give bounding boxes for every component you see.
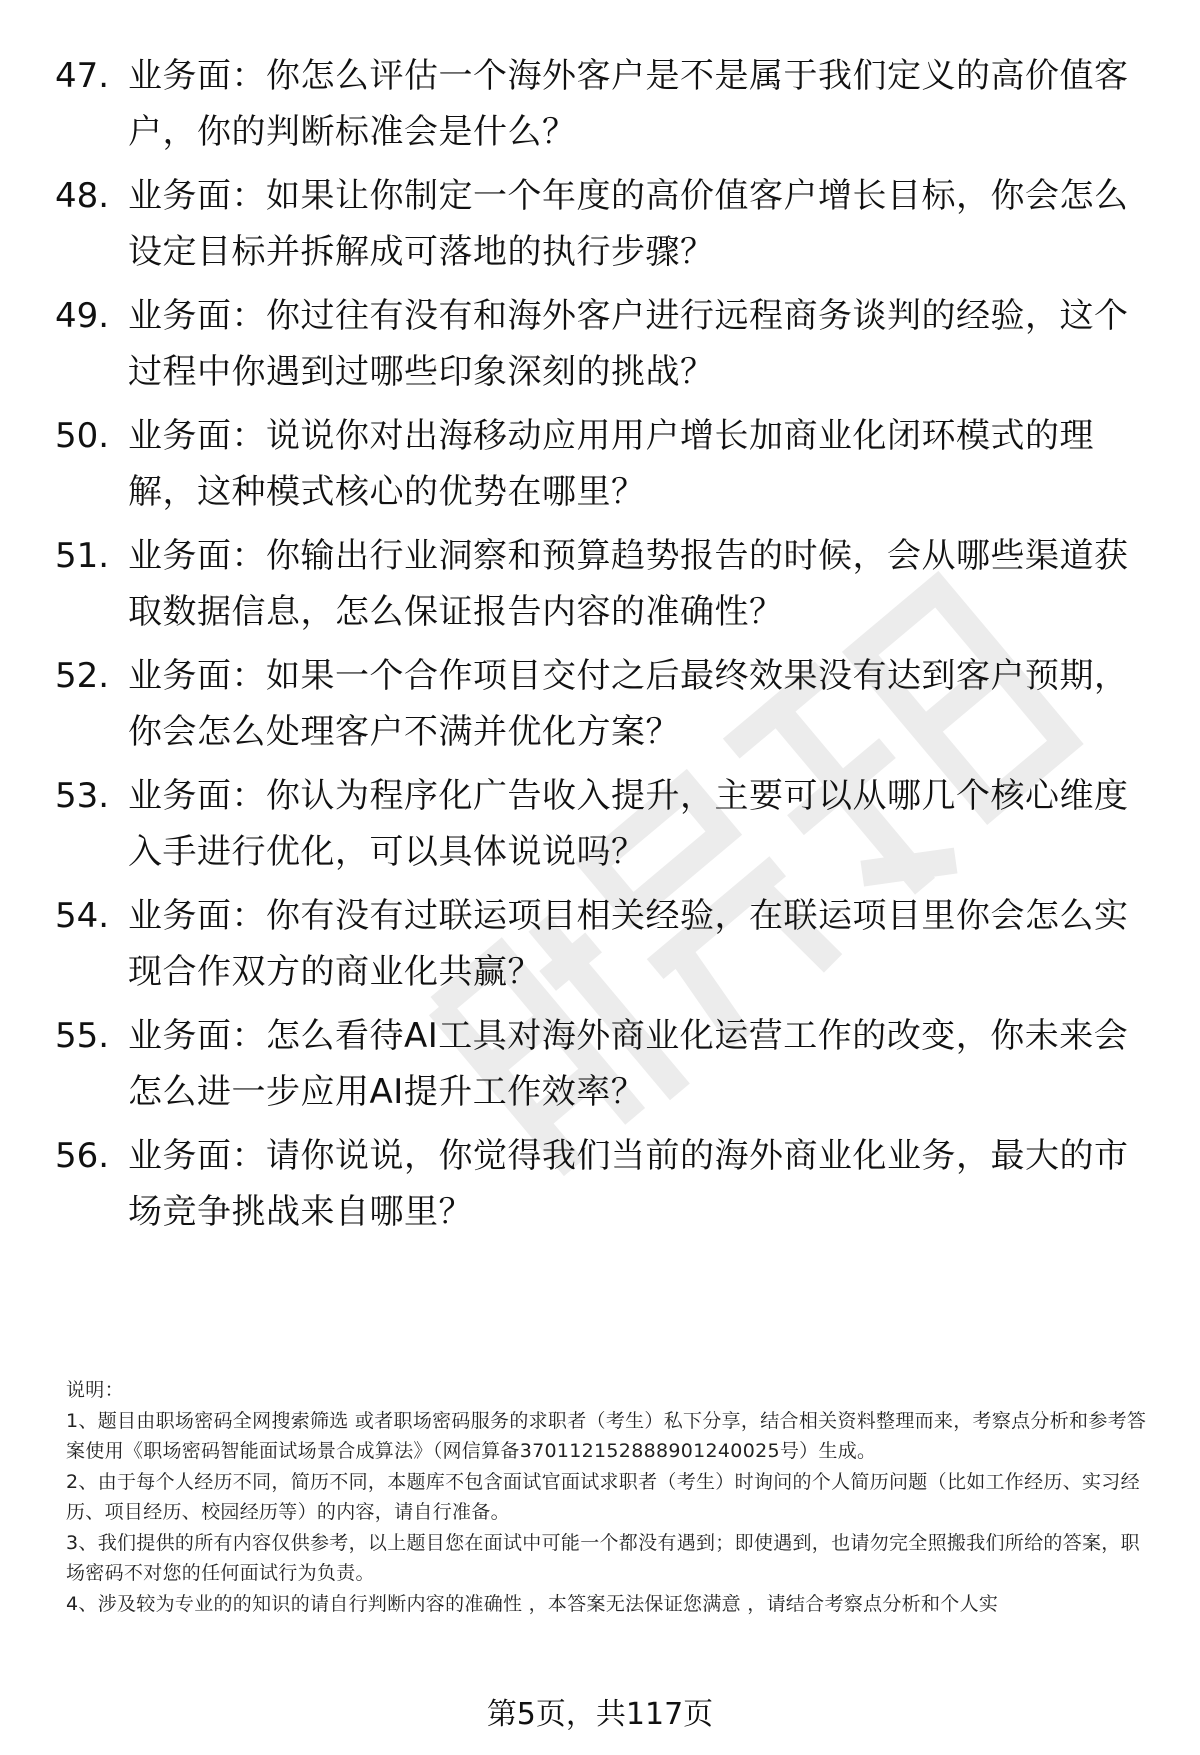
question-item [0, 768, 1200, 888]
question-text: 业务面：怎么看待AI工具对海外商业化运营工作的改变，你未来会怎么进一步应用AI提升工作效率？ [128, 1016, 1129, 1112]
notes-section [66, 1375, 1156, 1619]
question-item [0, 1128, 1200, 1248]
question-text: 业务面：如果一个合作项目交付之后最终效果没有达到客户预期，你会怎么处理客户不满并优化方案？ [128, 656, 1129, 752]
note-item: 3、我们提供的所有内容仅供参考，以上题目您在面试中可能一个都没有遇到；即使遇到，也请勿完全照搬我们所给的答案，职场密码不对您的任何面试行为负责。 [66, 1531, 1140, 1584]
question-number: 55. [55, 1016, 110, 1056]
question-number: 56. [55, 1136, 110, 1176]
question-item [0, 888, 1200, 1008]
note-item: 4、涉及较为专业的的知识的请自行判断内容的准确性 ，本答案无法保证您满意 ，请结合考察点分析和个人实 [66, 1592, 999, 1615]
question-text: 业务面：你输出行业洞察和预算趋势报告的时候，会从哪些渠道获取数据信息，怎么保证报告内容的准确性？ [128, 536, 1129, 632]
question-item [0, 528, 1200, 648]
question-text: 业务面：说说你对出海移动应用用户增长加商业化闭环模式的理解，这种模式核心的优势在哪里？ [128, 416, 1094, 512]
question-item [0, 1008, 1200, 1128]
question-text: 业务面：你过往有没有和海外客户进行远程商务谈判的经验，这个过程中你遇到过哪些印象深刻的挑战？ [128, 296, 1129, 392]
page-footer [0, 1693, 1200, 1737]
notes-heading: 说明： [66, 1379, 124, 1401]
question-text: 业务面：你认为程序化广告收入提升，主要可以从哪几个核心维度入手进行优化，可以具体说说吗？ [128, 776, 1129, 872]
question-number: 48. [55, 176, 110, 216]
question-number: 51. [55, 536, 110, 576]
question-item [0, 48, 1200, 168]
question-text: 业务面：如果让你制定一个年度的高价值客户增长目标，你会怎么设定目标并拆解成可落地的执行步骤？ [128, 176, 1129, 272]
question-number: 49. [55, 296, 110, 336]
question-number: 47. [55, 56, 110, 96]
note-item: 1、题目由职场密码全网搜索筛选 或者职场密码服务的求职者（考生）私下分享，结合相关资料整理而来，考察点分析和参考答案使用《职场密码智能面试场景合成算法》（网信算备370112152888901240025号）生成。 [66, 1409, 1147, 1462]
question-number: 53. [55, 776, 110, 816]
question-number: 50. [55, 416, 110, 456]
question-item [0, 288, 1200, 408]
question-item [0, 648, 1200, 768]
question-number: 52. [55, 656, 110, 696]
note-item: 2、由于每个人经历不同，简历不同，本题库不包含面试官面试求职者（考生）时询问的个人简历问题（比如工作经历、实习经历、项目经历、校园经历等）的内容，请自行准备。 [66, 1470, 1140, 1523]
question-text: 业务面：请你说说，你觉得我们当前的海外商业化业务，最大的市场竞争挑战来自哪里？ [128, 1136, 1129, 1232]
question-text: 业务面：你有没有过联运项目相关经验，在联运项目里你会怎么实现合作双方的商业化共赢？ [128, 896, 1129, 992]
page-number-label: 第5页，共117页 [486, 1697, 714, 1732]
question-number: 54. [55, 896, 110, 936]
question-item [0, 408, 1200, 528]
question-item [0, 168, 1200, 288]
question-text: 业务面：你怎么评估一个海外客户是不是属于我们定义的高价值客户，你的判断标准会是什么？ [128, 56, 1129, 152]
